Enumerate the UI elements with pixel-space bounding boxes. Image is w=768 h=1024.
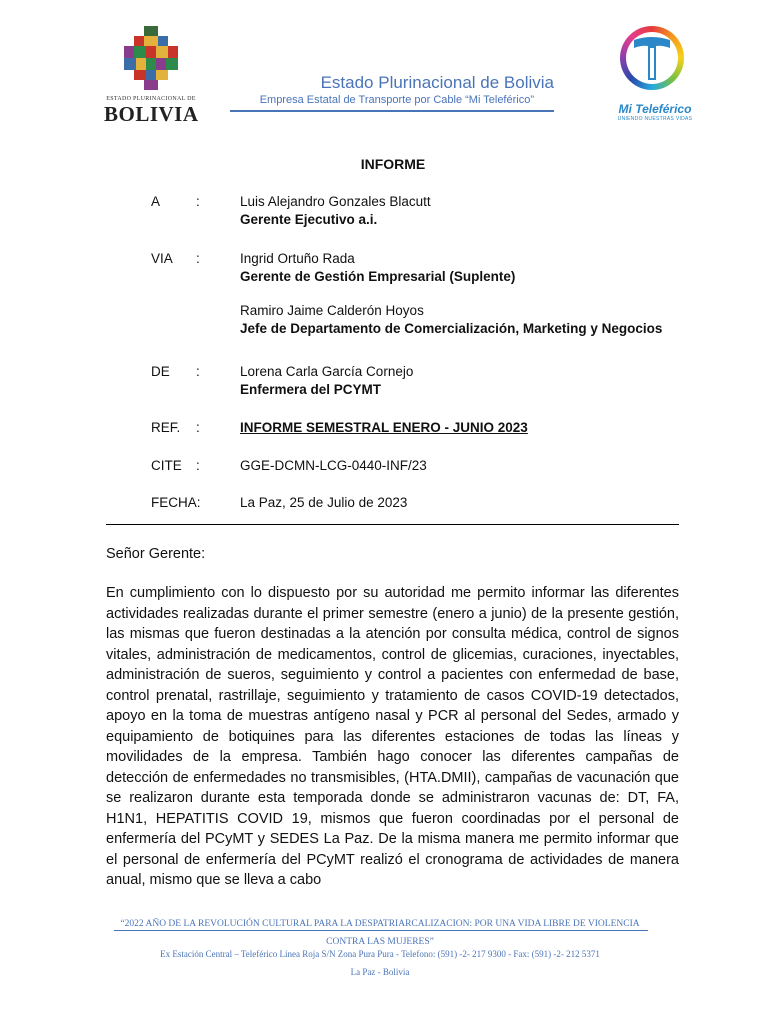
header-divider	[230, 110, 554, 112]
mi-teleferico-tagline: UNIENDO NUESTRAS VIDAS	[617, 116, 693, 122]
via-name-2: Ramiro Jaime Calderón Hoyos	[240, 303, 424, 318]
header-subtitle: Empresa Estatal de Transporte por Cable “Mi Teleférico”	[259, 94, 534, 106]
memo-label: A	[151, 194, 161, 209]
logo-small-caption: ESTADO PLURINACIONAL DE	[106, 96, 196, 102]
header-title: Estado Plurinacional de Bolivia	[320, 73, 554, 92]
bolivia-state-logo	[104, 26, 198, 126]
footer-motto	[110, 915, 650, 951]
logo-country-name: BOLIVIA	[104, 102, 199, 126]
memo-label: FECHA:	[151, 495, 201, 510]
document-date: La Paz, 25 de Julio de 2023	[240, 495, 408, 510]
memo-label: CITE	[151, 458, 182, 473]
greeting: Señor Gerente:	[106, 546, 206, 562]
footer-motto-line-1: “2022 AÑO DE LA REVOLUCIÓN CULTURAL PARA LA DESPATRIARCALIZACION: POR UNA VIDA LIBRE DE VIOLENCIA	[120, 919, 640, 929]
cable-car-t-icon	[632, 36, 672, 82]
memo-colon: :	[196, 420, 200, 435]
sender-position: Enfermera del PCYMT	[240, 382, 382, 397]
reference-subject: INFORME SEMESTRAL ENERO - JUNIO 2023	[240, 420, 528, 435]
footer-divider	[114, 930, 648, 931]
body-paragraph: En cumplimiento con lo dispuesto por su autoridad me permito informar las diferentes actividades realizadas durante el primer semestre (enero a junio) de la presente gestión, las mismas que fueron destinadas a la atención por consulta médica, control de signos vitales, administración de medicamentos, control de glicemias, curaciones, inyectables, administración de sueros, seguimiento y control a pacientes con enfermedad de base, control prenatal, rastrillaje, seguimiento y tratamiento de casos COVID-19 detectados, apoyo en la toma de muestras antígeno nasal y PCR al personal del Sedes, armado y equipamiento de botiquines para las diferentes estaciones de todas las líneas y movilidades de la empresa. También hago conocer las diferentes campañas de detección de enfermedades no transmisibles, (HTA.DMII), campañas de vacunación que se realizaron durante esta temporada donde se administraron vacunas de: DT, FA, H1N1, HEPATITIS COVID 19, mismos que fueron coordinadas por el personal de enfermería del PCyMT y SEDES La Paz. De la misma manera me permito informar que el personal de enfermería del PCyMT realizó el cronograma de actividades de manera anual, mismo que se lleva a cabo	[106, 585, 679, 888]
footer-address: Ex Estación Central – Teleférico Línea Roja S/N Zona Pura Pura - Telefono: (591) -2- 217 9300 - Fax: (591) -2- 212 5371	[160, 949, 600, 959]
document-title: INFORME	[360, 156, 426, 172]
via-name-1: Ingrid Ortuño Rada	[240, 251, 355, 266]
memo-label: DE	[151, 364, 170, 379]
footer-motto-line-2: CONTRA LAS MUJERES”	[326, 937, 434, 947]
memo-colon: :	[196, 364, 200, 379]
mi-teleferico-logo	[614, 22, 696, 122]
via-position-2: Jefe de Departamento de Comercialización, Marketing y Negocios	[240, 321, 663, 336]
memo-colon: :	[196, 458, 200, 473]
memo-colon: :	[196, 251, 200, 266]
memo-colon: :	[196, 194, 200, 209]
footer-city: La Paz - Bolivia	[350, 967, 410, 977]
memo-divider	[106, 524, 679, 525]
via-position-1: Gerente de Gestión Empresarial (Suplente)	[240, 269, 516, 284]
recipient-name: Luis Alejandro Gonzales Blacutt	[240, 194, 431, 209]
memo-label: VIA	[151, 251, 173, 266]
bolivia-emblem-icon	[120, 26, 182, 90]
memo-label: REF.	[151, 420, 181, 435]
cite-code: GGE-DCMN-LCG-0440-INF/23	[240, 458, 427, 473]
recipient-position: Gerente Ejecutivo a.i.	[240, 212, 378, 227]
sender-name: Lorena Carla García Cornejo	[240, 364, 414, 379]
mi-teleferico-name: Mi Teleférico	[618, 102, 692, 116]
